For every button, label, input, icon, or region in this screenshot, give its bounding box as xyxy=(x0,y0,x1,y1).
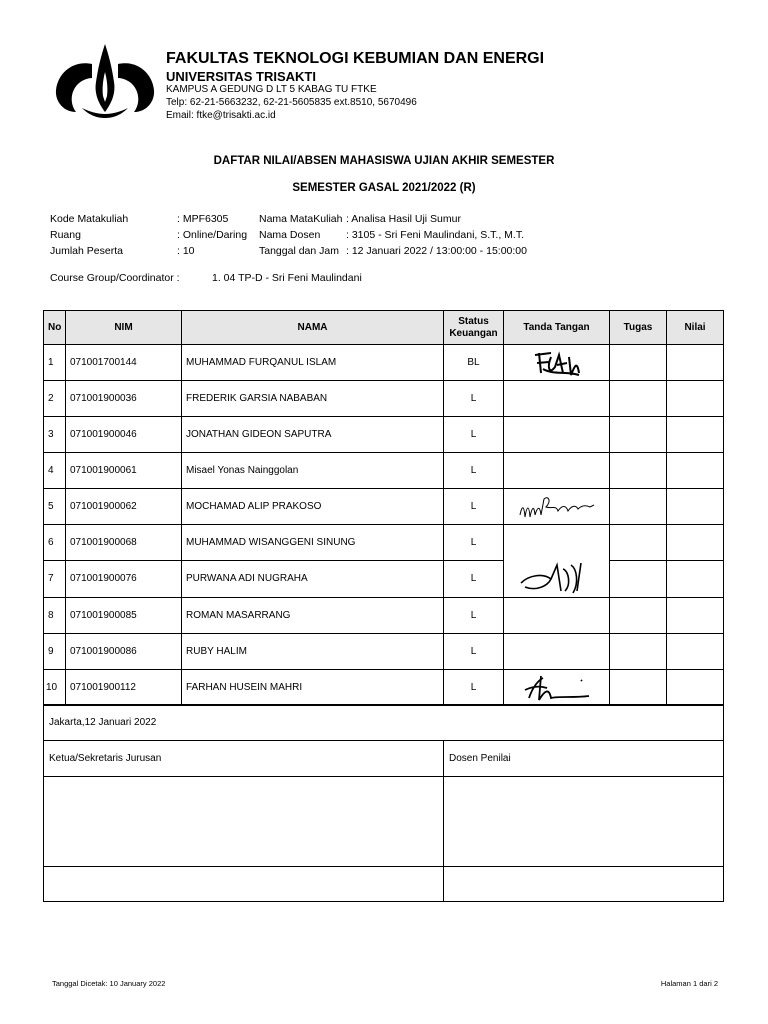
header-status-line2: Keuangan xyxy=(449,327,498,339)
nama-mk-value: : Analisa Hasil Uji Sumur xyxy=(346,213,461,225)
signature-image xyxy=(527,347,587,379)
row-signature xyxy=(504,597,610,633)
table-row xyxy=(44,561,724,598)
row-status: L xyxy=(444,525,504,561)
row-nim: 071001900062 xyxy=(66,489,182,525)
kode-value: : MPF6305 xyxy=(177,213,229,225)
row-tugas xyxy=(610,489,667,525)
row-signature xyxy=(504,417,610,453)
university-logo xyxy=(52,42,158,120)
row-signature xyxy=(504,633,610,669)
row-signature xyxy=(504,381,610,417)
row-signature xyxy=(504,345,610,381)
row-nim: 071001900085 xyxy=(66,597,182,633)
header-no: No xyxy=(44,311,66,345)
table-row xyxy=(44,453,724,489)
ketua-sign-area xyxy=(44,777,444,867)
row-nim: 071001900086 xyxy=(66,633,182,669)
dosen-penilai-label: Dosen Penilai xyxy=(444,741,724,777)
row-signature xyxy=(504,489,610,525)
row-signature xyxy=(504,561,610,598)
row-tugas xyxy=(610,633,667,669)
row-status: L xyxy=(444,597,504,633)
table-row xyxy=(44,633,724,669)
header-ttd: Tanda Tangan xyxy=(504,311,610,345)
dosen-sign-area xyxy=(444,777,724,867)
contact-block xyxy=(166,83,417,122)
tanggal-value: : 12 Januari 2022 / 13:00:00 - 15:00:00 xyxy=(346,245,527,257)
row-nama: Misael Yonas Nainggolan xyxy=(182,453,444,489)
row-nilai xyxy=(667,597,724,633)
document-title: DAFTAR NILAI/ABSEN MAHASISWA UJIAN AKHIR SEMESTER xyxy=(213,155,555,167)
ketua-label: Ketua/Sekretaris Jurusan xyxy=(44,741,444,777)
row-signature xyxy=(504,669,610,705)
row-nama: MUHAMMAD FURQANUL ISLAM xyxy=(182,345,444,381)
faculty-name: FAKULTAS TEKNOLOGI KEBUMIAN DAN ENERGI xyxy=(166,50,545,67)
kode-label: Kode Matakuliah xyxy=(50,213,129,225)
row-nilai xyxy=(667,561,724,598)
row-status: L xyxy=(444,453,504,489)
header-status-line1: Status xyxy=(458,315,489,327)
row-tugas xyxy=(610,345,667,381)
semester-title: SEMESTER GASAL 2021/2022 (R) xyxy=(292,182,476,194)
row-nilai xyxy=(667,489,724,525)
row-no: 3 xyxy=(44,417,66,453)
row-signature xyxy=(504,453,610,489)
dosen-value: : 3105 - Sri Feni Maulindani, S.T., M.T. xyxy=(346,229,524,241)
page-number: Halaman 1 dari 2 xyxy=(660,979,718,988)
dosen-label: Nama Dosen xyxy=(259,229,321,241)
row-no: 6 xyxy=(44,525,66,561)
row-status: L xyxy=(444,489,504,525)
row-nim: 071001900036 xyxy=(66,381,182,417)
row-status: L xyxy=(444,669,504,705)
place-date: Jakarta,12 Januari 2022 xyxy=(44,705,724,741)
row-no: 5 xyxy=(44,489,66,525)
row-nilai xyxy=(667,669,724,705)
header-nilai: Nilai xyxy=(667,311,724,345)
row-nim: 071001900068 xyxy=(66,525,182,561)
table-row xyxy=(44,525,724,561)
row-nama: MUHAMMAD WISANGGENI SINUNG xyxy=(182,525,444,561)
row-nim: 071001900112 xyxy=(66,669,182,705)
row-nilai xyxy=(667,453,724,489)
table-row xyxy=(44,669,724,705)
signature-image xyxy=(517,561,597,597)
table-row xyxy=(44,345,724,381)
row-status: L xyxy=(444,633,504,669)
row-tugas xyxy=(610,381,667,417)
university-name: UNIVERSITAS TRISAKTI xyxy=(166,69,316,84)
row-no: 7 xyxy=(44,561,66,598)
row-no: 4 xyxy=(44,453,66,489)
row-no: 10 xyxy=(44,669,66,705)
row-nilai xyxy=(667,525,724,561)
signature-image xyxy=(514,491,600,523)
row-nama: PURWANA ADI NUGRAHA xyxy=(182,561,444,598)
table-row xyxy=(44,489,724,525)
group-value: 1. 04 TP-D - Sri Feni Maulindani xyxy=(212,272,362,284)
row-status: L xyxy=(444,381,504,417)
ketua-name-area xyxy=(44,867,444,902)
table-row xyxy=(44,417,724,453)
row-nama: RUBY HALIM xyxy=(182,633,444,669)
ruang-value: : Online/Daring xyxy=(177,229,248,241)
row-nama: JONATHAN GIDEON SAPUTRA xyxy=(182,417,444,453)
row-nama: FREDERIK GARSIA NABABAN xyxy=(182,381,444,417)
row-no: 1 xyxy=(44,345,66,381)
row-nilai xyxy=(667,633,724,669)
row-nim: 071001700144 xyxy=(66,345,182,381)
row-tugas xyxy=(610,525,667,561)
header-tugas: Tugas xyxy=(610,311,667,345)
row-tugas xyxy=(610,561,667,598)
row-nama: MOCHAMAD ALIP PRAKOSO xyxy=(182,489,444,525)
row-no: 9 xyxy=(44,633,66,669)
row-signature xyxy=(504,525,610,561)
print-date: Tanggal Dicetak: 10 January 2022 xyxy=(52,979,166,988)
jumlah-label: Jumlah Peserta xyxy=(50,245,123,257)
group-label: Course Group/Coordinator : xyxy=(50,272,180,284)
email-line: Email: ftke@trisakti.ac.id xyxy=(166,110,276,121)
row-nilai xyxy=(667,345,724,381)
row-tugas xyxy=(610,417,667,453)
row-status: L xyxy=(444,417,504,453)
row-status: L xyxy=(444,561,504,598)
ruang-label: Ruang xyxy=(50,229,81,241)
row-nilai xyxy=(667,417,724,453)
row-nama: ROMAN MASARRANG xyxy=(182,597,444,633)
row-nama: FARHAN HUSEIN MAHRI xyxy=(182,669,444,705)
row-no: 2 xyxy=(44,381,66,417)
header-status xyxy=(444,311,504,345)
row-tugas xyxy=(610,597,667,633)
header-nim: NIM xyxy=(66,311,182,345)
row-nim: 071001900046 xyxy=(66,417,182,453)
address-line: KAMPUS A GEDUNG D LT 5 KABAG TU FTKE xyxy=(166,84,377,95)
attendance-table xyxy=(43,310,724,706)
phone-line: Telp: 62-21-5663232, 62-21-5605835 ext.8510, 5670496 xyxy=(166,97,417,108)
tanggal-label: Tanggal dan Jam xyxy=(259,245,339,257)
signature-block xyxy=(43,704,724,902)
nama-mk-label: Nama MataKuliah xyxy=(259,213,343,225)
row-tugas xyxy=(610,453,667,489)
table-row xyxy=(44,381,724,417)
header-nama: NAMA xyxy=(182,311,444,345)
row-nim: 071001900061 xyxy=(66,453,182,489)
row-tugas xyxy=(610,669,667,705)
row-status: BL xyxy=(444,345,504,381)
row-nim: 071001900076 xyxy=(66,561,182,598)
dosen-name-area xyxy=(444,867,724,902)
table-header-row xyxy=(44,311,724,345)
signature-image xyxy=(519,672,595,702)
row-no: 8 xyxy=(44,597,66,633)
row-nilai xyxy=(667,381,724,417)
jumlah-value: : 10 xyxy=(177,245,195,257)
table-row xyxy=(44,597,724,633)
